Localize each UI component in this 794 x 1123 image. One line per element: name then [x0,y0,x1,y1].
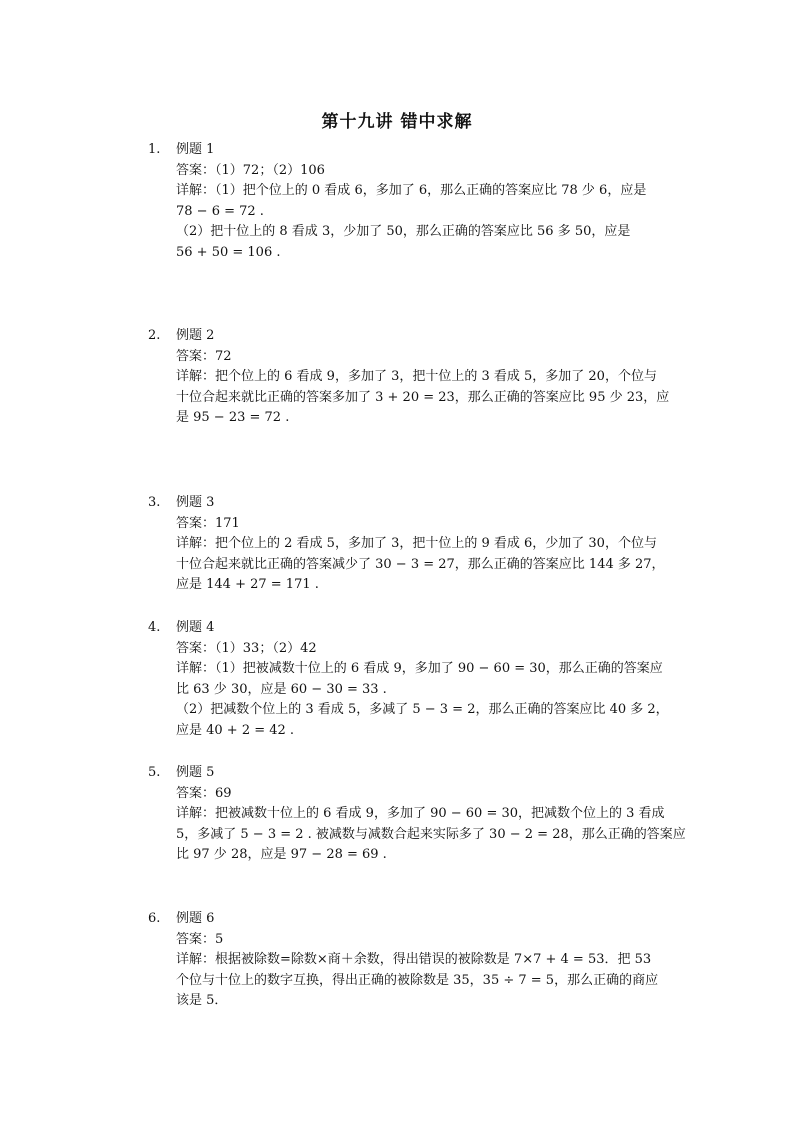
answer-line: 答案：5 [176,931,224,947]
example-label: 例题 1 [176,142,215,157]
explanation-line: （2）把减数个位上的 3 看成 5，多减了 5 − 3 = 2，那么正确的答案应比 40 多 2， [176,702,669,717]
explanation-line: 该是 5． [176,993,228,1008]
item-number: 2. [148,328,161,343]
answer-line: 答案：（1）33；（2）42 [176,640,317,656]
explanation-line: 应是 40 + 2 = 42 . [176,722,295,738]
page-title: 第十九讲 错中求解 [321,112,473,132]
explanation-line: 详解：（1）把个位上的 0 看成 6，多加了 6，那么正确的答案应比 78 少 6，应是 [176,183,647,198]
explanation-line: 78 − 6 = 72 . [176,203,264,219]
explanation-line: （2）把十位上的 8 看成 3，少加了 50，那么正确的答案应比 56 多 50，应是 [176,224,631,239]
item-number: 5. [148,765,161,780]
explanation-line: 详解：（1）把被减数十位上的 6 看成 9，多加了 90 − 60 = 30，那么正确的答案应 [176,661,663,676]
answer-line: 答案：171 [176,515,240,531]
item-number: 6. [148,911,161,926]
item-number: 1. [148,142,161,157]
explanation-line: 5，多减了 5 − 3 = 2 . 被减数与减数合起来实际多了 30 − 2 = 28，那么正确的答案应 [176,826,686,842]
example-label: 例题 3 [176,495,215,510]
explanation-line: 详解：把个位上的 6 看成 9，多加了 3，把十位上的 3 看成 5，多加了 20，个位与 [176,369,657,384]
explanation-line: 比 97 少 28，应是 97 − 28 = 69 . [176,847,387,862]
item-number: 4. [148,620,161,635]
explanation-line: 十位合起来就比正确的答案减少了 30 − 3 = 27，那么正确的答案应比 144 多 27， [176,556,665,572]
example-label: 例题 4 [176,620,215,635]
explanation-line: 详解：把被减数十位上的 6 看成 9，多加了 90 − 60 = 30，把减数个位上的 3 看成 [176,806,665,821]
example-label: 例题 6 [176,911,215,926]
explanation-line: 十位合起来就比正确的答案多加了 3 + 20 = 23，那么正确的答案应比 95 少 23，应 [176,389,670,405]
item-number: 3. [148,495,161,510]
explanation-line: 应是 144 + 27 = 171 . [176,577,319,592]
explanation-line: 56 + 50 = 106 . [176,244,281,260]
explanation-line: 详解：根据被除数=除数×商＋余数，得出错误的被除数是 7×7 + 4 = 53．把 53 [176,952,652,967]
example-label: 例题 2 [176,328,215,343]
explanation-line: 比 63 少 30，应是 60 − 30 = 33 . [176,681,387,697]
explanation-line: 是 95 − 23 = 72 . [176,410,290,425]
answer-line: 答案：69 [176,785,232,801]
explanation-line: 个位与十位上的数字互换，得出正确的被除数是 35，35 ÷ 7 = 5，那么正确的商应 [176,972,659,988]
example-label: 例题 5 [176,765,215,780]
answer-line: 答案：（1）72；（2）106 [176,162,325,178]
answer-line: 答案：72 [176,348,232,364]
explanation-line: 详解：把个位上的 2 看成 5，多加了 3，把十位上的 9 看成 6，少加了 30，个位与 [176,536,657,551]
